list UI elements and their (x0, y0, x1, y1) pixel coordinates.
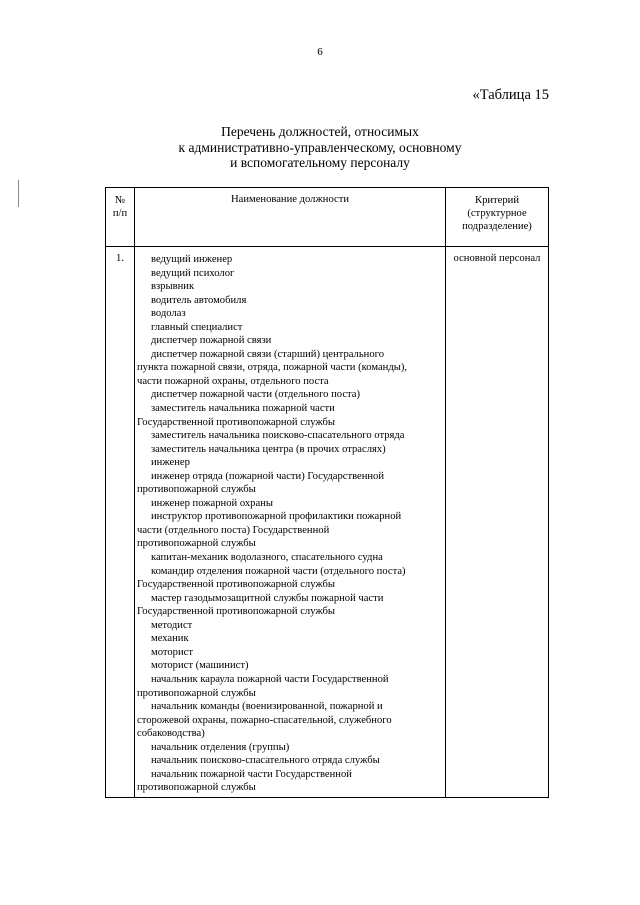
position-list (135, 247, 446, 798)
position-line: диспетчер пожарной связи (старший) центрального (151, 348, 384, 360)
margin-mark (18, 180, 19, 207)
position-line: начальник караула пожарной части Государственной (151, 673, 389, 685)
position-line: Государственной противопожарной службы (137, 579, 336, 591)
position-line: противопожарной службы (137, 782, 256, 794)
row-number: 1. (106, 247, 135, 798)
position-line: противопожарной службы (137, 484, 256, 496)
position-line: капитан-механик водолазного, спасательного судна (151, 552, 383, 564)
title-line-2: к административно-управленческому, основному (178, 139, 462, 155)
position-line: начальник команды (военизированной, пожарной и (151, 701, 383, 713)
position-line: противопожарной службы (137, 538, 256, 550)
title-line-1: Перечень должностей, относимых (221, 124, 419, 139)
position-line: командир отделения пожарной части (отдельного поста) (151, 565, 406, 577)
position-line: ведущий психолог (151, 267, 235, 279)
position-line: заместитель начальника пожарной части (151, 403, 335, 415)
header-criterion (446, 188, 549, 247)
position-line: диспетчер пожарной связи (151, 335, 272, 347)
position-line: инструктор противопожарной профилактики пожарной (151, 511, 402, 523)
table-row (106, 247, 549, 798)
header-criterion-line-3: подразделение) (462, 221, 532, 232)
table-header-row (106, 188, 549, 247)
header-criterion-line-2: (структурное (467, 208, 527, 219)
header-number-line-2: п/п (112, 208, 128, 219)
position-line: инженер (151, 457, 190, 469)
position-line: части (отдельного поста) Государственной (137, 524, 330, 536)
header-number-line-1: № (114, 195, 126, 206)
position-line: противопожарной службы (137, 687, 256, 699)
position-line: водитель автомобиля (151, 294, 247, 306)
position-line: пункта пожарной связи, отряда, пожарной части (команды), (137, 362, 408, 374)
position-line: заместитель начальника поисково-спасательного отряда (151, 430, 405, 442)
position-line: водолаз (151, 308, 186, 320)
header-number (106, 188, 135, 247)
position-line: сторожевой охраны, пожарно-спасательной, служебного (137, 714, 392, 726)
position-line: Государственной противопожарной службы (137, 416, 336, 428)
position-line: части пожарной охраны, отдельного поста (137, 375, 329, 387)
position-line: моторист (151, 646, 193, 658)
header-position-name: Наименование должности (135, 188, 446, 247)
table-reference: «Таблица 15 (472, 87, 549, 103)
header-criterion-line-1: Критерий (475, 195, 519, 206)
position-line: моторист (машинист) (151, 660, 249, 672)
row-criterion: основной персонал (446, 247, 549, 798)
position-line: механик (151, 633, 189, 645)
position-line: мастер газодымозащитной службы пожарной части (151, 592, 384, 604)
position-line: диспетчер пожарной части (отдельного поста) (151, 389, 361, 401)
position-line: инженер отряда (пожарной части) Государственной (151, 470, 385, 482)
positions-table (105, 187, 549, 798)
position-line: главный специалист (151, 321, 243, 333)
position-line: собаководства) (137, 728, 205, 740)
position-line: взрывник (151, 281, 195, 293)
position-line: Государственной противопожарной службы (137, 606, 336, 618)
position-line: инженер пожарной охраны (151, 497, 273, 509)
position-line: начальник поисково-спасательного отряда службы (151, 755, 380, 767)
position-line: заместитель начальника центра (в прочих отраслях) (151, 443, 386, 455)
position-line: методист (151, 619, 193, 631)
position-line: ведущий инженер (151, 254, 233, 265)
title-line-3: и вспомогательному персоналу (230, 155, 410, 170)
table-title (0, 124, 640, 171)
page-number: 6 (317, 46, 323, 58)
position-line: начальник отделения (группы) (151, 741, 290, 753)
position-line: начальник пожарной части Государственной (151, 768, 352, 780)
